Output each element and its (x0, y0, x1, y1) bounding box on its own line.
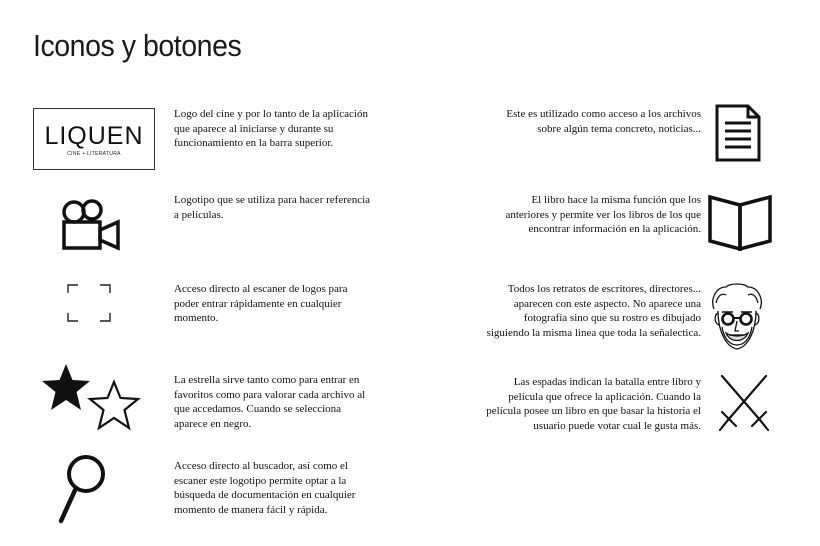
scanner-description: Acceso directo al escaner de logos para poder entrar rápidamente en cualquier momento. (174, 283, 348, 324)
star-description: La estrella sirve tanto como para entrar en favoritos como para valorar cada archivo al que accedamos. Cuando se selecciona aparece en negro. (174, 374, 366, 430)
logo-description: Logo del cine y por lo tanto de la aplicación que aparece al iniciarse y durante su funcionamiento en la barra superior. (174, 108, 368, 149)
page-title: Iconos y botones (33, 28, 242, 63)
liquen-logo (33, 108, 155, 170)
search-icon (56, 452, 112, 526)
logo-wordmark: LIQUEN (44, 122, 144, 150)
document-description: Este es utilizado como acceso a los archivos sobre algún tema concreto, noticias... (506, 108, 701, 135)
swords-description: Las espadas indican la batalla entre libro y película que ofrece la aplicación. Cuando la película posee un libro en que basar la historia el usuario puede votar cual le gusta más. (486, 376, 701, 432)
search-description: Acceso directo al buscador, así como el escaner este logotipo permite optar a la búsqueda de documentación en cualquier momento de manera fácil y rápida. (174, 460, 356, 516)
portrait-icon (708, 281, 766, 355)
scanner-frame-icon (66, 283, 114, 323)
portrait-description: Todos los retratos de escritores, directores... aparecen con este aspecto. No aparece una fotografía sino que su rostro es dibujado siguiendo la misma linea que toda la señalectica. (486, 283, 701, 339)
open-book-icon (706, 193, 774, 253)
film-camera-icon (58, 196, 124, 252)
star-icon (36, 360, 144, 434)
book-description: El libro hace la misma función que los anteriores y permite ver los libros de los que encontrar información en la aplicación. (505, 194, 701, 235)
crossed-swords-icon (714, 372, 774, 434)
film-camera-description: Logotipo que se utiliza para hacer referencia a películas. (174, 194, 371, 221)
logo-tagline: CINE + LITERATURA (67, 151, 121, 157)
document-icon (714, 103, 762, 163)
